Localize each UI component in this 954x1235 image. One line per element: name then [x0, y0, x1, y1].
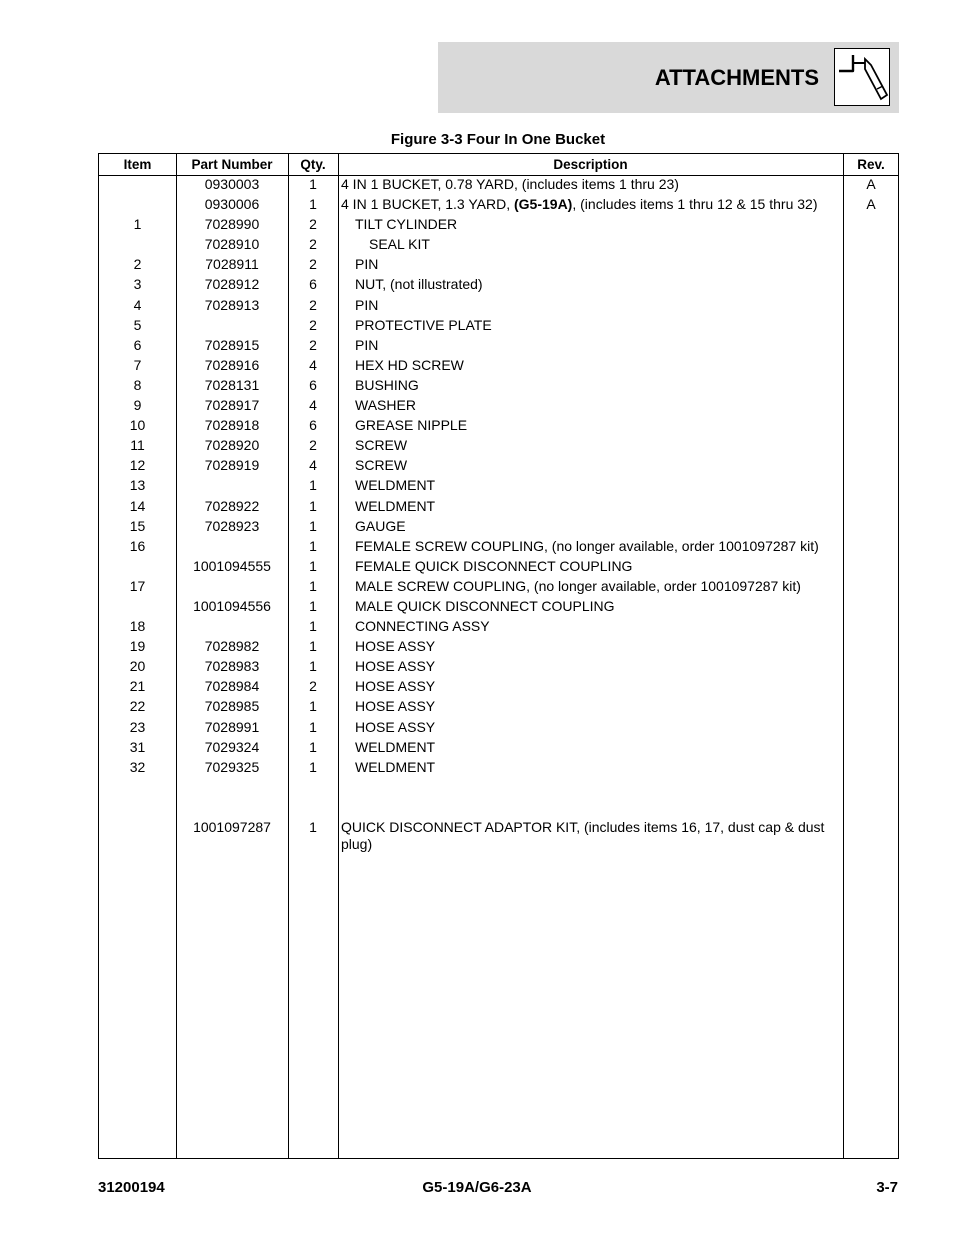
- table-row: [99, 739, 898, 759]
- cell-qty: 2: [309, 236, 317, 253]
- cell-part-number: 7028911: [205, 256, 259, 273]
- table-row: [99, 638, 898, 658]
- description-text: WASHER: [355, 397, 416, 414]
- table-row: [99, 297, 898, 317]
- table-row: [99, 719, 898, 739]
- footer-model: G5-19A/G6-23A: [422, 1179, 532, 1196]
- footer-page-number: 3-7: [876, 1179, 898, 1196]
- cell-description: [341, 518, 855, 535]
- cell-description: [341, 598, 855, 615]
- parts-table: [98, 153, 899, 1159]
- figure-title: Figure 3-3 Four In One Bucket: [390, 131, 606, 148]
- cell-part-number: 7028983: [204, 658, 260, 675]
- cell-description: [341, 678, 855, 695]
- cell-qty: 2: [309, 678, 317, 695]
- cell-description: [341, 377, 855, 394]
- cell-part-number: 7029324: [204, 738, 260, 755]
- table-row: [99, 236, 898, 256]
- cell-part-number: 7028990: [204, 216, 260, 233]
- attachment-tool-icon: [834, 48, 890, 106]
- description-text: MALE SCREW COUPLING, (no longer available, order 1001097287 kit): [355, 577, 801, 594]
- cell-item: 8: [133, 376, 142, 393]
- cell-part-number: 1001094556: [193, 597, 271, 614]
- description-text: HOSE ASSY: [355, 658, 436, 675]
- cell-description: [341, 176, 841, 193]
- cell-part-number: 7028991: [204, 718, 260, 735]
- table-row: [99, 598, 898, 618]
- cell-item: 10: [129, 417, 146, 434]
- description-text: HOSE ASSY: [355, 638, 436, 655]
- cell-item: 12: [129, 457, 146, 474]
- description-text: WELDMENT: [355, 497, 436, 514]
- cell-item: 21: [129, 678, 146, 695]
- cell-part-number: 7028984: [204, 678, 260, 695]
- cell-part-number: 7028915: [204, 336, 260, 353]
- table-row: [99, 377, 898, 397]
- cell-item: 5: [133, 316, 142, 333]
- cell-description: [341, 337, 855, 354]
- cell-part-number: 0930003: [204, 176, 260, 192]
- description-text: SEAL KIT: [369, 236, 430, 253]
- description-model-tag: (G5-19A): [514, 196, 573, 213]
- cell-item: 20: [129, 658, 146, 675]
- table-row: [99, 397, 898, 417]
- cell-part-number: 0930006: [204, 196, 260, 213]
- description-text: CONNECTING ASSY: [355, 618, 490, 635]
- cell-qty: 1: [309, 698, 317, 715]
- description-text: PIN: [355, 336, 379, 353]
- description-text: PROTECTIVE PLATE: [355, 316, 492, 333]
- cell-qty: 2: [309, 256, 317, 273]
- cell-description: [341, 719, 855, 736]
- cell-description: [341, 256, 855, 273]
- cell-qty: 1: [309, 618, 317, 635]
- table-row: [99, 819, 898, 859]
- column-header-part-number: Part Number: [191, 157, 273, 172]
- footer-doc-number: 31200194: [98, 1179, 165, 1196]
- cell-description: [341, 498, 855, 515]
- cell-item: 2: [133, 256, 142, 273]
- description-text: MALE QUICK DISCONNECT COUPLING: [355, 597, 615, 614]
- cell-description: [341, 276, 855, 293]
- cell-description: [341, 698, 855, 715]
- table-row: [99, 558, 898, 578]
- description-text: WELDMENT: [355, 477, 436, 494]
- table-row: [99, 698, 898, 718]
- cell-qty: 1: [309, 537, 317, 554]
- description-text: BUSHING: [355, 376, 419, 393]
- cell-description: [341, 658, 855, 675]
- cell-description: [341, 216, 855, 233]
- cell-part-number: 1001094555: [193, 557, 271, 574]
- description-text: HEX HD SCREW: [355, 356, 464, 373]
- table-row: [99, 618, 898, 638]
- cell-part-number: 7028910: [204, 236, 260, 253]
- description-text: PIN: [355, 296, 379, 313]
- cell-item: 6: [133, 336, 142, 353]
- cell-description: [341, 437, 855, 454]
- cell-description: [341, 618, 855, 635]
- cell-description: [341, 558, 855, 575]
- cell-item: 9: [133, 397, 142, 414]
- cell-item: 18: [129, 618, 146, 635]
- cell-qty: 4: [309, 397, 317, 414]
- cell-qty: 2: [309, 296, 317, 313]
- table-row: [99, 317, 898, 337]
- table-row: [99, 658, 898, 678]
- cell-qty: 2: [309, 437, 317, 454]
- description-text: PIN: [355, 256, 379, 273]
- description-text: HOSE ASSY: [355, 678, 436, 695]
- cell-item: 11: [130, 437, 145, 454]
- cell-description: [341, 236, 869, 253]
- cell-part-number: 7028922: [204, 497, 260, 514]
- table-row: [99, 799, 898, 819]
- table-row: [99, 457, 898, 477]
- table-row: [99, 196, 898, 216]
- description-text: WELDMENT: [355, 738, 436, 755]
- cell-item: 4: [133, 296, 142, 313]
- cell-part-number: 7028982: [204, 638, 260, 655]
- cell-qty: 1: [309, 497, 317, 514]
- cell-item: 7: [133, 356, 142, 373]
- cell-part-number: 7028913: [204, 296, 260, 313]
- cell-item: 22: [129, 698, 146, 715]
- table-row: [99, 779, 898, 799]
- cell-description: [341, 196, 841, 213]
- cell-description: [341, 397, 855, 414]
- table-row: [99, 498, 898, 518]
- cell-description: [341, 638, 855, 655]
- cell-description: [341, 819, 841, 853]
- cell-description: [341, 538, 855, 555]
- column-header-rev: Rev.: [857, 157, 885, 172]
- cell-qty: 6: [309, 417, 317, 434]
- description-text: NUT, (not illustrated): [355, 276, 483, 293]
- cell-part-number: 7028917: [204, 397, 260, 414]
- cell-qty: 1: [309, 557, 317, 574]
- table-row: [99, 357, 898, 377]
- column-header-qty: Qty.: [300, 157, 326, 172]
- column-header-description: Description: [553, 157, 628, 172]
- table-row: [99, 538, 898, 558]
- cell-qty: 2: [309, 316, 317, 333]
- table-body: [99, 176, 898, 859]
- description-text-tail: , (includes items 1 thru 12 & 15 thru 32): [572, 196, 818, 213]
- cell-item: 23: [129, 718, 146, 735]
- cell-item: 16: [129, 537, 146, 554]
- table-row: [99, 276, 898, 296]
- cell-qty: 1: [309, 819, 317, 835]
- cell-description: [341, 759, 855, 776]
- cell-part-number: 7028920: [204, 437, 260, 454]
- cell-description: [341, 477, 855, 494]
- cell-qty: 1: [309, 638, 317, 655]
- cell-item: 17: [129, 577, 146, 594]
- cell-part-number: 1001097287: [193, 819, 271, 835]
- cell-item: 1: [133, 216, 142, 233]
- cell-part-number: 7028919: [204, 457, 260, 474]
- cell-description: [341, 317, 855, 334]
- cell-qty: 1: [309, 517, 317, 534]
- description-text: HOSE ASSY: [355, 718, 436, 735]
- description-text: SCREW: [355, 457, 408, 474]
- table-row: [99, 518, 898, 538]
- description-text: 4 IN 1 BUCKET, 0.78 YARD, (includes items 1 thru 23): [341, 176, 679, 192]
- cell-item: 31: [129, 738, 146, 755]
- table-row: [99, 417, 898, 437]
- cell-part-number: 7029325: [204, 758, 260, 775]
- cell-qty: 4: [309, 356, 317, 373]
- cell-item: 19: [129, 638, 146, 655]
- cell-item: 32: [129, 758, 146, 775]
- description-text: GREASE NIPPLE: [355, 417, 468, 434]
- cell-qty: 6: [309, 376, 317, 393]
- table-row: [99, 759, 898, 779]
- description-text: TILT CYLINDER: [355, 216, 458, 233]
- cell-part-number: 7028985: [204, 698, 260, 715]
- table-row: [99, 337, 898, 357]
- cell-qty: 1: [309, 718, 317, 735]
- table-row: [99, 437, 898, 457]
- cell-description: [341, 739, 855, 756]
- cell-part-number: 7028916: [204, 356, 260, 373]
- cell-rev: A: [866, 176, 876, 192]
- cell-rev: A: [866, 196, 876, 213]
- cell-qty: 1: [309, 176, 317, 192]
- cell-qty: 1: [309, 577, 317, 594]
- table-row: [99, 176, 898, 196]
- cell-qty: 2: [309, 336, 317, 353]
- table-row: [99, 477, 898, 497]
- description-text: FEMALE SCREW COUPLING, (no longer available, order 1001097287 kit): [355, 537, 819, 554]
- column-header-item: Item: [123, 157, 152, 172]
- cell-part-number: 7028912: [204, 276, 260, 293]
- description-text: 4 IN 1 BUCKET, 1.3 YARD,: [341, 196, 514, 213]
- cell-description: [341, 297, 855, 314]
- table-row: [99, 216, 898, 236]
- cell-qty: 1: [309, 738, 317, 755]
- cell-qty: 1: [309, 477, 317, 494]
- description-text: SCREW: [355, 437, 408, 454]
- table-row: [99, 678, 898, 698]
- description-text: HOSE ASSY: [355, 698, 436, 715]
- cell-qty: 1: [309, 597, 317, 614]
- cell-item: 15: [129, 517, 146, 534]
- cell-part-number: 7028918: [204, 417, 260, 434]
- cell-qty: 4: [309, 457, 317, 474]
- cell-qty: 1: [309, 196, 317, 213]
- cell-description: [341, 357, 855, 374]
- cell-item: 14: [129, 497, 146, 514]
- cell-part-number: 7028923: [204, 517, 260, 534]
- cell-qty: 1: [309, 758, 317, 775]
- cell-description: [341, 417, 855, 434]
- description-text: QUICK DISCONNECT ADAPTOR KIT, (includes items 16, 17, dust cap & dust plug): [341, 819, 829, 852]
- cell-part-number: 7028131: [204, 376, 260, 393]
- section-title: ATTACHMENTS: [654, 65, 819, 90]
- cell-qty: 2: [309, 216, 317, 233]
- description-text: GAUGE: [355, 517, 406, 534]
- cell-item: 3: [133, 276, 142, 293]
- cell-qty: 6: [309, 276, 317, 293]
- cell-qty: 1: [309, 658, 317, 675]
- cell-description: [341, 457, 855, 474]
- description-text: WELDMENT: [355, 758, 436, 775]
- table-row: [99, 578, 898, 598]
- table-row: [99, 256, 898, 276]
- description-text: FEMALE QUICK DISCONNECT COUPLING: [355, 557, 633, 574]
- cell-description: [341, 578, 855, 595]
- cell-item: 13: [129, 477, 146, 494]
